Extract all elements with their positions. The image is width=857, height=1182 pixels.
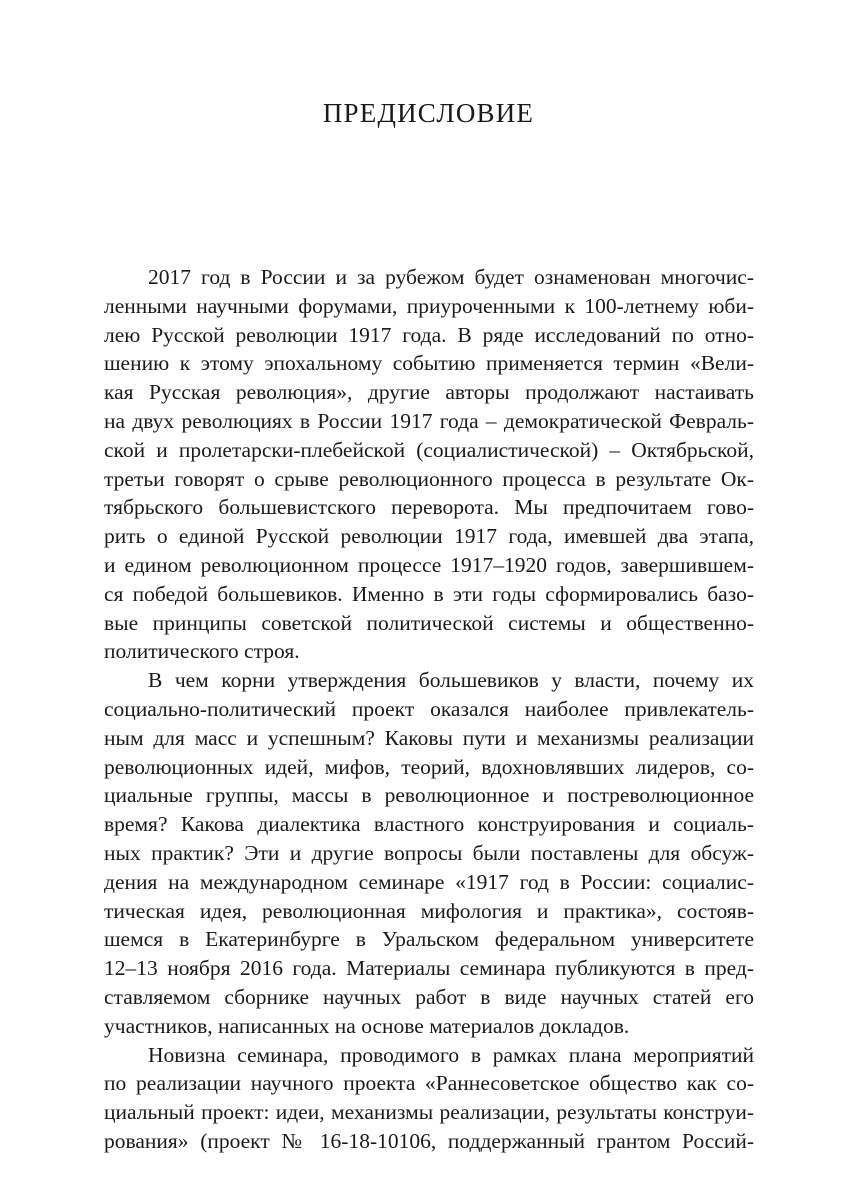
text-line: на двух революциях в России 1917 года – демократической Февраль- [104,408,754,433]
text-line: по реализации научного проекта «Раннесоветское общество как со- [104,1071,754,1096]
text-line: ных практик? Эти и другие вопросы были поставлены для обсуж- [104,840,754,865]
text-line: тябрьского большевистского переворота. Мы предпочитаем гово- [104,495,754,520]
text-line: ленными научными форумами, приуроченными к 100-летнему юби- [104,293,754,318]
paragraph-2 [104,666,754,1040]
body-text [104,263,754,1156]
text-line: циальные группы, массы в революционное и постреволюционное [104,783,754,808]
text-line: рования» (проект № 16-18-10106, поддержанный грантом Россий- [104,1128,754,1153]
text-line: шемся в Екатеринбурге в Уральском федеральном университете [104,927,754,952]
text-line: тическая идея, революционная мифология и практика», состояв- [104,898,754,923]
text-line: вые принципы советской политической системы и общественно- [104,610,754,635]
text-line: В чем корни утверждения большевиков у власти, почему их [148,668,754,693]
text-line: Новизна семинара, проводимого в рамках плана мероприятий [148,1042,754,1067]
text-line: шению к этому эпохальному событию применяется термин «Вели- [104,351,754,376]
text-line: участников, написанных на основе материалов докладов. [104,1013,630,1038]
page-title: ПРЕДИСЛОВИЕ [322,98,535,128]
paragraph-3 [104,1041,754,1156]
paragraph-1 [104,263,754,666]
text-line: 2017 год в России и за рубежом будет ознаменован многочис- [148,265,754,289]
text-line: время? Какова диалектика властного конструирования и социаль- [104,812,754,837]
text-line: кая Русская революция», другие авторы продолжают настаивать [104,380,754,405]
text-line: лею Русской революции 1917 года. В ряде исследований по отно- [104,322,754,347]
text-line: ской и пролетарски-плебейской (социалистической) – Октябрьской, [104,437,754,462]
text-line: третьи говорят о срыве революционного процесса в результате Ок- [104,466,754,491]
text-line: ставляемом сборнике научных работ в виде научных статей его [104,984,754,1009]
text-line: ным для масс и успешным? Каковы пути и механизмы реализации [104,725,754,750]
text-line: революционных идей, мифов, теорий, вдохновлявших лидеров, со- [104,754,754,779]
text-line: политического строя. [104,639,300,664]
text-line: циальный проект: идеи, механизмы реализации, результаты конструи- [104,1100,754,1125]
text-line: рить о единой Русской революции 1917 года, имевшей два этапа, [104,524,754,549]
text-line: дения на международном семинаре «1917 год в России: социалис- [104,869,754,894]
text-line: 12–13 ноября 2016 года. Материалы семинара публикуются в пред- [104,956,754,981]
text-line: и едином революционном процессе 1917–1920 годов, завершившем- [104,552,754,577]
text-line: социально-политический проект оказался наиболее привлекатель- [104,696,754,721]
text-line: ся победой большевиков. Именно в эти годы сформировались базо- [104,581,754,606]
